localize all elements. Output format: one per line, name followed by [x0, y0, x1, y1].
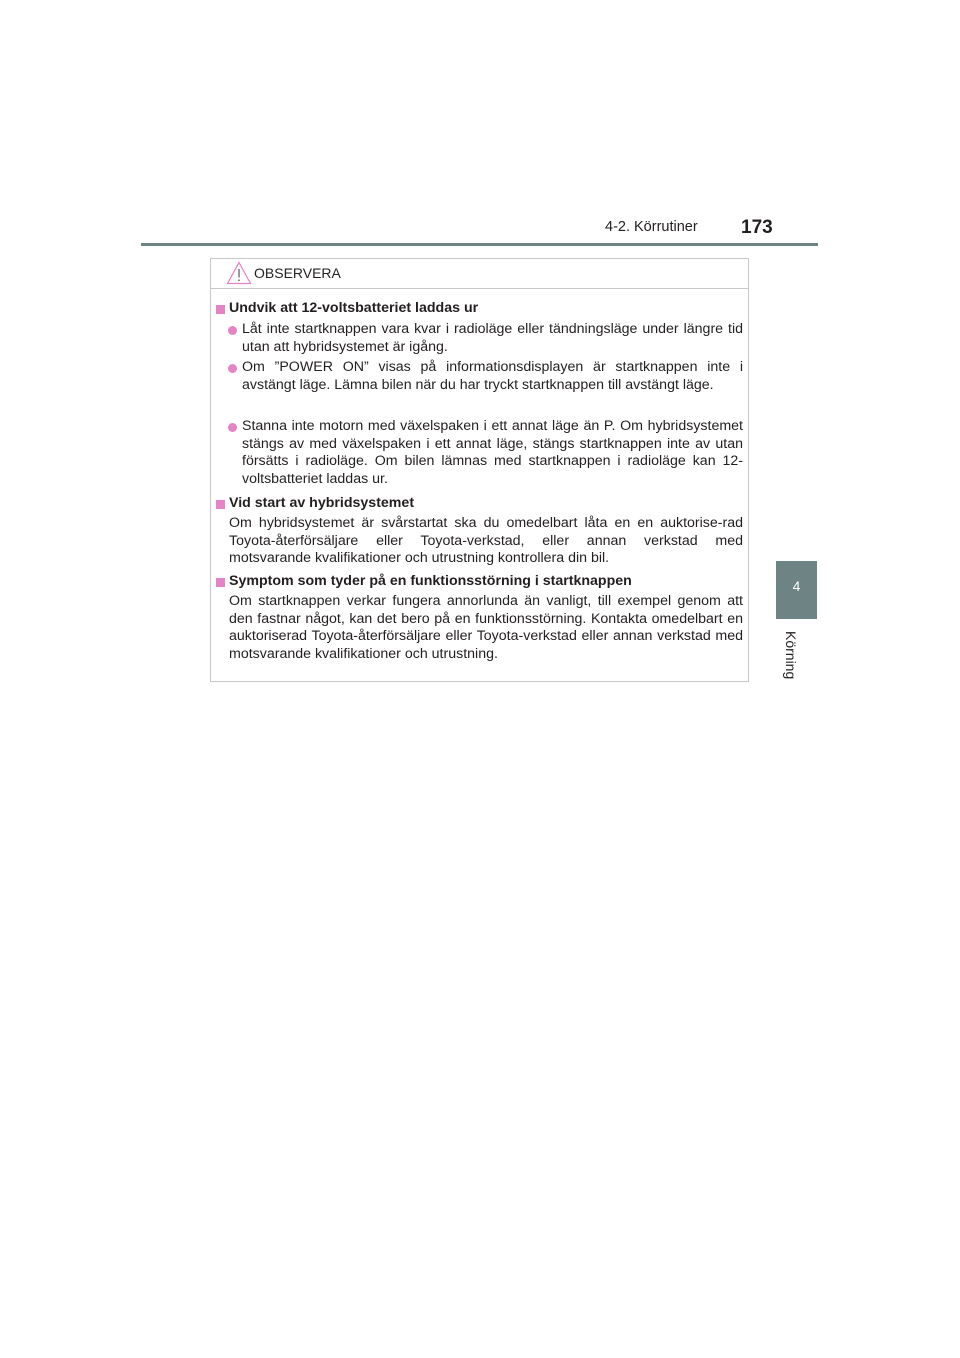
section-marker-icon — [216, 305, 225, 314]
header-rule — [141, 243, 818, 246]
section-heading: Undvik att 12-voltsbatteriet laddas ur — [229, 300, 479, 316]
section-heading: Vid start av hybridsystemet — [229, 495, 415, 511]
bullet-icon — [228, 423, 237, 432]
section-heading: Symptom som tyder på en funktionsstörning i startknappen — [229, 573, 632, 589]
notice-box — [210, 258, 749, 682]
chapter-tab — [776, 561, 817, 619]
notice-title: OBSERVERA — [254, 265, 341, 281]
section-marker-icon — [216, 578, 225, 587]
notice-header — [211, 259, 748, 289]
bullet-text: Om ”POWER ON” visas på informationsdisplayen är startknappen inte i avstängt läge. Lämna bilen när du har tryckt startknappen till avstängt läge. — [242, 359, 743, 393]
page-number: 173 — [741, 217, 773, 238]
bullet-text: Låt inte startknappen vara kvar i radioläge eller tändningsläge under längre tid utan att hybridsystemet är igång. — [242, 321, 743, 355]
section-text: Om startknappen verkar fungera annorlunda än vanligt, till exempel genom att den fastnar något, kan det bero på en funktionsstörning. Kontakta omedelbart en auktoriserad Toyota-återförsäljare eller Toyota-verkstad eller annan verkstad med motsvarande kvalifikationer och utrustning. — [229, 593, 743, 662]
bullet-text: Stanna inte motorn med växelspaken i ett annat läge än P. Om hybridsystemet stängs av med växelspaken i ett annat läge, stängs startknappen inte av utan försätts i radioläge. Om bilen lämnas med startknappen i radioläge kan 12-voltsbatteriet laddas ur. — [242, 418, 743, 487]
section-text: Om hybridsystemet är svårstartat ska du omedelbart låta en en auktorise-rad Toyota-återförsäljare eller Toyota-verkstad, eller annan verkstad med motsvarande kvalifikationer och utrustning kontrollera din bil. — [229, 515, 743, 567]
section-header: 4-2. Körrutiner — [605, 219, 698, 235]
section-marker-icon — [216, 500, 225, 509]
chapter-tab-number: 4 — [792, 578, 801, 594]
warning-triangle-icon — [226, 261, 252, 285]
chapter-tab-label: Körning — [783, 631, 799, 680]
bullet-icon — [228, 326, 237, 335]
bullet-icon — [228, 364, 237, 373]
